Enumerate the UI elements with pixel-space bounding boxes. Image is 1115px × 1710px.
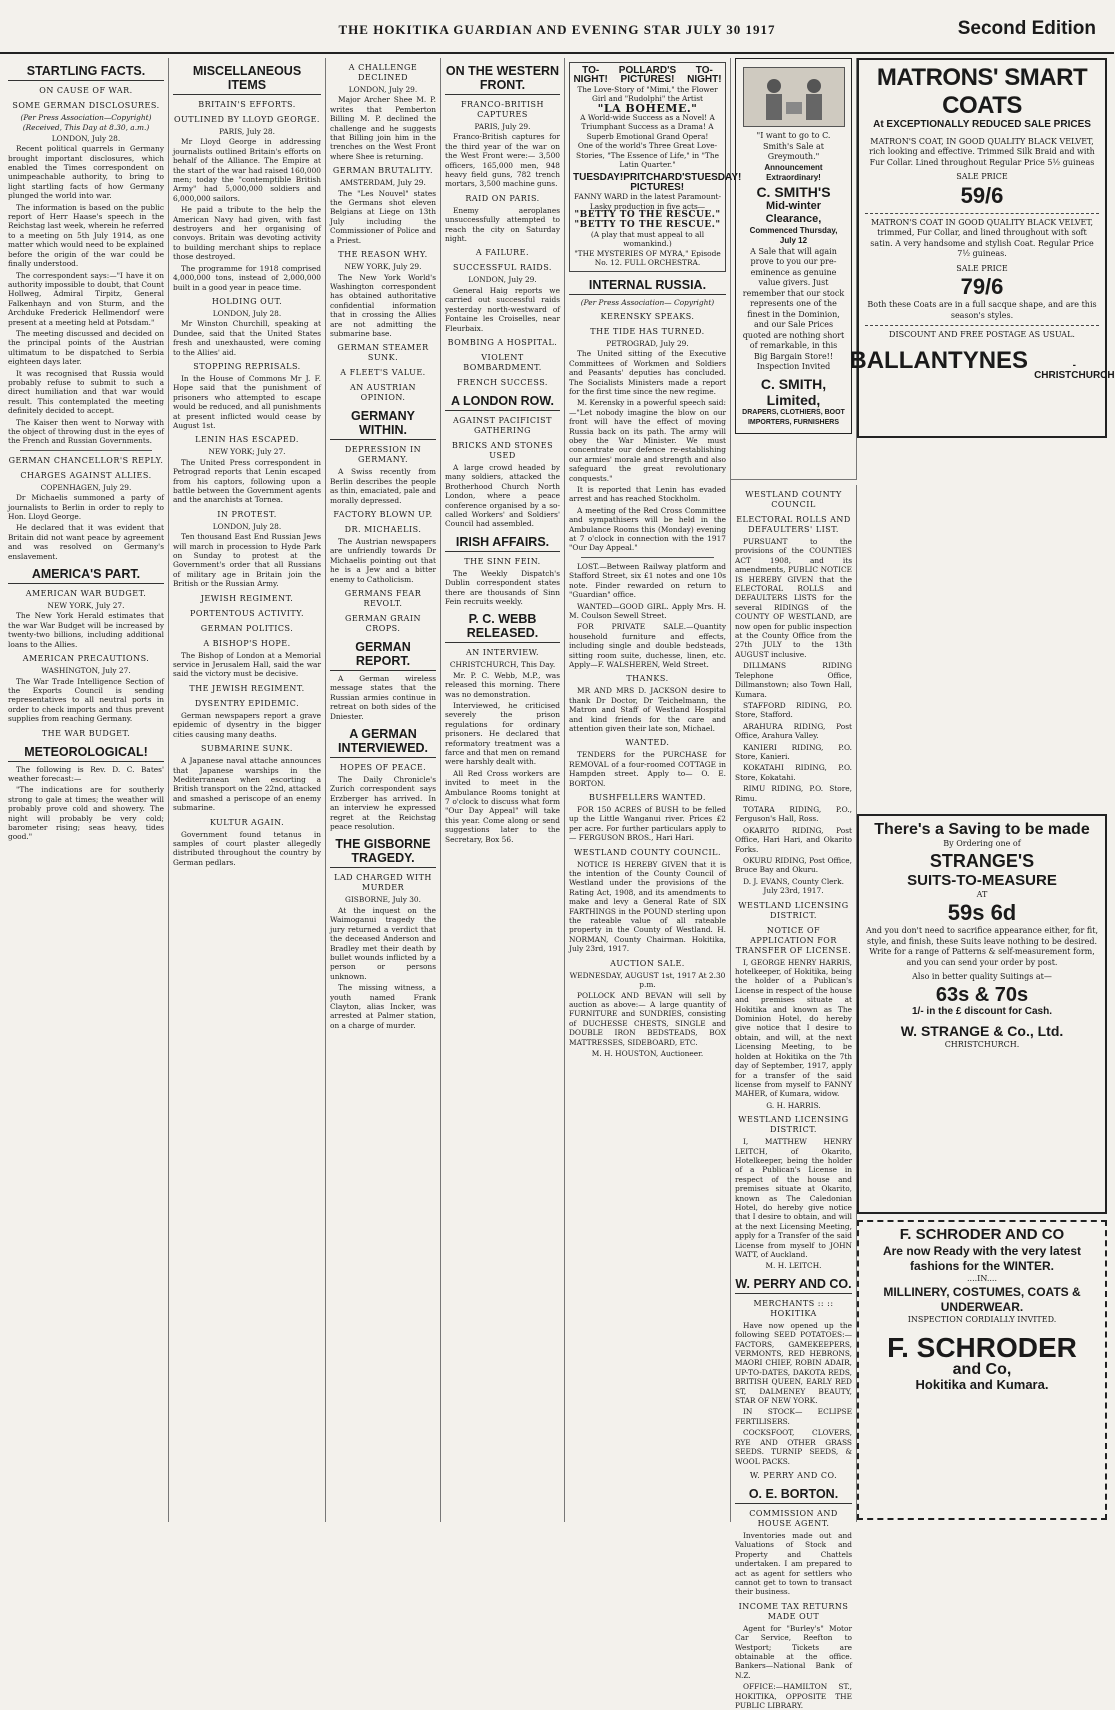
ad-note: Both these Coats are in a full sacque shape, and are this season's styles.	[867, 300, 1097, 320]
subhead: GERMAN BRUTALITY.	[332, 166, 434, 176]
dateline: LONDON, July 28.	[212, 308, 282, 318]
column-notices	[565, 58, 742, 1522]
paragraph: Recent political quarrels in Germany brought important disclosures, which enabled the Times correspondent on unimpeachable authority, to bring to light startling facts of how Germany plunged the world into war.	[8, 144, 164, 201]
ad-discount: DISCOUNT AND FREE POSTAGE AS USUAL.	[889, 330, 1075, 339]
subhead: LAD CHARGED WITH MURDER	[334, 873, 432, 893]
paragraph: Mr Winston Churchill, speaking at Dundee, said that the United States fresh and unexhausted, were coming to the Allies' aid.	[173, 319, 321, 357]
paragraph: Agent for "Burley's" Motor Car Service, Reefton to Westport; Tickets are obtainable at the office. Bankers—National Bank of N.Z.	[735, 1623, 852, 1680]
signature: D. J. EVANS, County Clerk. July 23rd, 1917.	[743, 876, 844, 896]
sale-price: 79/6	[960, 274, 1004, 299]
paper-title: THE HOKITIKA GUARDIAN AND EVENING STAR JULY 30 1917	[338, 22, 776, 37]
ad-city: CHRISTCHURCH.	[944, 1040, 1020, 1049]
ad-date: Commenced Thursday, July 12	[749, 225, 838, 245]
column-miscellaneous	[169, 58, 326, 1522]
paragraph: The Bishop of London at a Memorial service in Jerusalem Hall, said the war said the victory must be decisive.	[173, 650, 321, 679]
subhead: A FAILURE.	[475, 248, 530, 258]
paragraph: The United Press correspondent in Petrograd reports that Lenin escaped from his captors, following upon a battle between the Government agents and the anarchists at Tornea.	[173, 457, 321, 505]
theatre-line: FANNY WARD in the latest Paramount-Lasky production in five acts—	[574, 192, 721, 211]
paragraph: The following is Rev. D. C. Bates' weather forecast:—	[8, 764, 164, 783]
ad-product: SUITS-TO-MEASURE	[907, 871, 1057, 889]
ad-also: Also in better quality Suitings at—	[912, 972, 1052, 981]
ad-body: A Sale that will again prove to you our pre-eminence as genuine value givers. Just remember that our stock represents one of the finest in the Dominion, and our Sale Prices quoted are nothing short of remarkable, in this Big Bargain Store!! Inspection Invited	[742, 246, 845, 371]
paragraph: PURSUANT to the provisions of the COUNTIES ACT 1908, and its amendments, PUBLIC NOTICE IS HEREBY GIVEN that the ELECTORAL ROLLS and DEFAULTERS LISTS for the several RIDINGS of the COUNTY OF WESTLAND, are now open for public inspection at the County Office from the 27th JULY to the 13th AUGUST inclusive.	[735, 537, 852, 659]
paragraph: The New York World's Washington correspondent has obtained authoritative confidential information that in crossing the Allies are not admitting the submarine base.	[330, 272, 436, 338]
ad-towns: Hokitika and Kumara.	[915, 1376, 1049, 1392]
ad-name: F. SCHRODER	[887, 1332, 1077, 1363]
ad-at: AT	[976, 889, 988, 899]
ad-subtitle: At EXCEPTIONALLY REDUCED SALE PRICES	[873, 119, 1091, 130]
paragraph: Mr. P. C. Webb, M.P., was released this morning. There was no demonstration.	[445, 670, 560, 699]
masthead	[0, 0, 1114, 54]
column-legal-notices	[731, 485, 857, 1710]
subhead: OUTLINED BY LLOYD GEORGE.	[174, 115, 320, 124]
paragraph: The Daily Chronicle's Zurich correspondent says Erzberger has arrived. In an interview he expressed regret at the Reichstag peace resolution.	[330, 775, 436, 832]
sale-price-label: SALE PRICE	[956, 172, 1008, 181]
divider	[865, 213, 1099, 214]
tonight-label: TO-NIGHT!	[573, 65, 608, 86]
ad-caption: "I want to go to C. Smith's Sale at Greymouth."	[756, 131, 831, 161]
shoppers-illustration	[743, 67, 845, 127]
divider	[865, 325, 1099, 326]
subhead: THE TIDE HAS TURNED.	[590, 326, 705, 336]
sale-price-label: SALE PRICE	[956, 263, 1008, 273]
subhead: AMERICAN PRECAUTIONS.	[22, 654, 150, 664]
paragraph: The programme for 1918 comprised 4,000,000 tons, instead of 2,000,000 built in a good year in peace time.	[173, 263, 321, 292]
paragraph: A meeting of the Red Cross Committee and sympathisers will be held in the Ambulance Rooms this (Monday) evening at 7 o'clock in connection with the 1917 "Our Day Appeal."	[569, 505, 726, 553]
paragraph: Ten thousand East End Russian Jews will march in procession to Hyde Park on Sunday to protest at the Government's order that all Russians of military age in Britain join the British or the Russian Army.	[173, 532, 321, 589]
subhead: AN INTERVIEW.	[465, 648, 540, 658]
paragraph: The Weekly Dispatch's Dublin correspondent states there are thousands of Sinn Fein recruits weekly.	[445, 568, 560, 606]
dateline: WEDNESDAY, AUGUST 1st, 1917 At 2.30 p.m.	[569, 970, 726, 990]
strange-suits-ad	[857, 814, 1107, 1214]
paragraph: He declared that it was evident that Britain did not want peace by agreement and was resolved on Germany's enslavement.	[8, 523, 164, 561]
dateline: LONDON, July 29.	[468, 275, 537, 285]
paragraph: At the inquest on the Waimoganui tragedy the jury returned a verdict that the deceased Anderson and Bradley met their death by bullet wounds inflicted by a person or persons unknown.	[330, 905, 436, 981]
paragraph: A Japanese naval attache announces that Japanese warships in the Mediterranean when escorting a British transport on the 22nd, attacked and smashed a periscope of an enemy submarine.	[173, 756, 321, 813]
ad-item: MATRON'S COAT, IN GOOD QUALITY BLACK VELVET, rich looking and effective. Trimmed Silk Braid and with Fur Collar. Lined throughout Regular Price 5½ guineas	[869, 136, 1095, 167]
received-line: (Received, This Day at 8.30, a.m.)	[22, 123, 150, 133]
borton-title: O. E. BORTON.	[735, 1487, 852, 1504]
subhead: BOMBING A HOSPITAL.	[447, 337, 558, 347]
perry-title: W. PERRY AND CO.	[735, 1277, 852, 1294]
subhead: CHARGES AGAINST ALLIES.	[20, 470, 152, 480]
paragraph: MR AND MRS D. JACKSON desire to thank Dr Doctor, Dr Teichelmann, the Matron and Staff of Westland Hospital and kind friends for the care and attention given their late son, Michael.	[569, 686, 726, 733]
source-line: (Per Press Association—Copyright)	[20, 113, 152, 122]
paragraph: TENDERS for the PURCHASE for REMOVAL of a four-roomed COTTAGE in Hampden street. Apply to— O. E. BORTON.	[569, 750, 726, 788]
subhead: THANKS.	[626, 674, 669, 684]
dateline: COPENHAGEN, July 29.	[40, 482, 132, 492]
subhead: THE REASON WHY.	[338, 250, 428, 260]
paragraph: Dr Michaelis summoned a party of journalists to Berlin in order to reply to Hon. Lloyd George.	[8, 493, 164, 522]
feature-title: "BETTY TO THE RESCUE." "BETTY TO THE RESCUE."	[574, 210, 721, 230]
right-ads-column	[849, 58, 1115, 1522]
tuesday-label: TUESDAY!	[691, 172, 742, 184]
dateline: NEW YORK; July 27.	[208, 447, 286, 457]
subhead: KERENSKY SPEAKS.	[600, 311, 695, 321]
classified: LOST.—Between Railway platform and Stafford Street, six £1 notes and one 10s note. Finder rewarded on return to "Guardian" office.	[569, 561, 726, 600]
paragraph: A large crowd headed by many soldiers, attacked the Brotherhood Church North London, where a peace conference organised by a so-called Workers' and Soldiers' Council had assembled.	[445, 462, 560, 529]
paragraph: Enemy aeroplanes unsuccessfully attempted to reach the city on Saturday night.	[445, 205, 560, 244]
theatre-line: One of the world's Three Great Love-Stories, "The Essence of Life," in "The Latin Quarter."	[576, 141, 719, 170]
subhead: W. PERRY AND CO.	[749, 1470, 838, 1480]
ad-invite: INSPECTION CORDIALLY INVITED.	[907, 1314, 1057, 1324]
paragraph: "The indications are for southerly strong to gale at times; the weather will probably prove cold and showery. The night will probably be very cold; barometer rising; seas heavy, tides good."	[8, 785, 164, 842]
subhead: RAID ON PARIS.	[465, 193, 540, 203]
subhead: WANTED.	[625, 738, 670, 748]
smith-sale-ad	[735, 58, 852, 434]
paragraph: Mr Lloyd George in addressing journalists outlined Britain's efforts on behalf of the Alliance. The Empire at the start of the war had raised 160,000 men; today the "contemptible British Army" had 5,000,000 soldiers and 6,000,000 sailors.	[173, 137, 321, 203]
subhead: MERCHANTS :: :: HOKITIKA	[753, 1298, 834, 1318]
column-world-news	[326, 58, 441, 1522]
paragraph: OFFICE:—HAMILTON ST., HOKITIKA, OPPOSITE THE PUBLIC LIBRARY.	[735, 1682, 852, 1710]
ad-headline: Mid-winter Clearance,	[765, 199, 822, 225]
subhead: NOTICE OF APPLICATION FOR TRANSFER OF LICENSE.	[735, 925, 852, 955]
paragraph: Government found tetanus in samples of court plaster allegedly distributed throughout the country by German pedlars.	[173, 829, 321, 867]
subhead: STOPPING REPRISALS.	[193, 361, 301, 371]
subhead: DYSENTRY EPIDEMIC.	[194, 698, 300, 708]
subhead: INCOME TAX RETURNS MADE OUT	[738, 1601, 849, 1621]
dateline: GISBORNE, July 30.	[344, 895, 421, 905]
dateline: PARIS, July 28.	[219, 127, 275, 136]
paragraph: Major Archer Shee M. P. writes that Pemberton Billing M. P. declined the challenge and he suggests that Billing join him in the trenches on the West Front where Shee is returning.	[330, 95, 436, 161]
subhead: THE WAR BUDGET.	[41, 728, 131, 738]
paragraph: The Kaiser then went to Norway with the object of throwing dust in the eyes of the French and Russian Governments.	[8, 417, 164, 446]
paragraph: Franco-British captures for the third year of the war on the West Front were:— 3,500 officers, 165,000 men, 948 heavy field guns, 782 trench mortars, 3,500 machine guns.	[445, 132, 560, 189]
ad-announcement: Announcement Extraordinary!	[764, 162, 823, 182]
paragraph: I, GEORGE HENRY HARRIS, hotelkeeper, of Hokitika, being the holder of a Publican's License in respect of the house and premises situate at Hokitika and known as The Dominion Hotel, do hereby give notice that I desire to obtain, and will, at the next Licensing Meeting, to be holden at Hokitika on the 7th day of September, 1917, apply for a transfer of the said license from myself to FANNY MAHER, of Kumara, widow.	[735, 957, 852, 1099]
subhead: A CHALLENGE DECLINED	[348, 63, 418, 82]
ad-item: MATRON'S COAT IN GOOD QUALITY BLACK VELVET, trimmed, Fur Collar, and lined throughout with soft satin. A very handsome and stylish Coat. Regular Price 7½ guineas.	[870, 217, 1094, 258]
riding: OKURU RIDING, Post Office, Bruce Bay and Okuru.	[735, 856, 852, 875]
subhead: THE SINN FEIN.	[464, 556, 541, 566]
divider	[20, 450, 152, 451]
sale-price: 59/6	[960, 182, 1004, 208]
subhead: BRITAIN'S EFFORTS.	[198, 100, 296, 109]
matrons-coats-ad	[849, 58, 1115, 438]
subhead: COMMISSION AND HOUSE AGENT.	[749, 1508, 838, 1528]
subhead: ON CAUSE OF WAR.	[39, 86, 133, 95]
paragraph: It is reported that Lenin has evaded arrest and has reached Stockholm.	[569, 485, 726, 504]
divider	[581, 557, 714, 558]
brand-city: - CHRISTCHURCH	[1034, 359, 1115, 381]
subhead: GERMAN GRAIN CROPS.	[344, 614, 422, 633]
dateline: LONDON, July 28.	[51, 133, 121, 143]
dateline: LONDON, July 28.	[212, 521, 282, 531]
headline-meteorological: METEOROLOGICAL!	[8, 745, 164, 762]
subhead: WESTLAND LICENSING DISTRICT.	[738, 1115, 849, 1135]
dateline: CHRISTCHURCH, This Day.	[449, 660, 556, 670]
paragraph: POLLOCK AND BEVAN will sell by auction as above:— A large quantity of FURNITURE and SUNDRIES, consisting of DUCHESSE CHESTS, SINGLE and DOUBLE IRON BEDSTEADS, BOX MATTRESSES, SIDEBOARD, ETC.	[569, 990, 726, 1047]
classified: WANTED—GOOD GIRL. Apply Mrs. H. M. Coulson Sewell Street.	[569, 601, 726, 620]
subhead: ELECTORAL ROLLS AND DEFAULTERS' LIST.	[736, 515, 851, 534]
subhead: IN PROTEST.	[217, 509, 277, 519]
subhead: FRENCH SUCCESS.	[457, 377, 548, 387]
paragraph: M. Kerensky in a powerful speech said:—"Let nobody imagine the blow on our front will have the effect of moving Russia back on its path. The army will obey the War Minister. We must concentrate our defence re-establishing our armies' morale and strength and also safeguard the great revolutionary conquests."	[569, 398, 726, 483]
paragraph: The missing witness, a youth named Frank Clayton, alias Incker, was arrested at Palmer station, on a charge of murder.	[330, 983, 436, 1030]
theatre-line: (A play that must appeal to all womankind.)	[590, 229, 705, 249]
ad-and: and Co,	[952, 1361, 1012, 1378]
paragraph: He paid a tribute to the help the American Navy had given, with fast destroyers and her organising of convoys. Britain was devoting activity to building merchant ships to replace those destroyed.	[173, 205, 321, 262]
schroder-ad	[857, 1220, 1107, 1520]
signature: M. H. HOUSTON, Auctioneer.	[591, 1048, 704, 1058]
subhead: AMERICAN WAR BUDGET.	[25, 589, 147, 599]
classified: FOR PRIVATE SALE.—Quantity household furniture and effects, including single and double bedsteads, sitting room suite, duchesse, linen, etc. Apply—F. WALSHEREN, Weld Street.	[569, 622, 726, 669]
subhead: HOPES OF PEACE.	[339, 763, 427, 773]
theatre-line: A World-wide Success as a Novel! A Triumphant Success as a Drama! A Superb Emotional Grand Opera!	[580, 113, 715, 141]
paragraph: IN STOCK— ECLIPSE FERTILISERS.	[735, 1407, 852, 1426]
subhead: FACTORY BLOWN UP.	[333, 509, 433, 519]
ad-name: STRANGE'S	[929, 850, 1035, 871]
subhead: PORTENTOUS ACTIVITY.	[189, 608, 305, 618]
brand-name: BALLANTYNES	[849, 346, 1029, 374]
subhead: LENIN HAS ESCAPED.	[195, 435, 299, 445]
riding: KANIERI RIDING, P.O. Store, Kanieri.	[735, 742, 852, 761]
subhead: GERMAN POLITICS.	[200, 623, 294, 633]
subhead: DEPRESSION IN GERMANY.	[344, 445, 422, 465]
pollards-pictures-ad	[569, 62, 742, 272]
signature: M. H. LEITCH.	[765, 1261, 822, 1271]
riding: OKARITO RIDING, Post Office, Hari Hari, and Okarito Forks.	[735, 825, 852, 854]
subhead: AN AUSTRIAN OPINION.	[349, 383, 417, 403]
paragraph: Interviewed, he criticised severely the prison regulations for ordinary prisoners. He declared that reformatory treatment was a farce and that men on remand were harshly dealt with.	[445, 701, 560, 767]
subhead: BUSHFELLERS WANTED.	[589, 793, 706, 802]
headline-germany-within: GERMANY WITHIN.	[330, 409, 436, 440]
ad-body: And you don't need to sacrifice appearance either, for fit, style, and finish, these Suits leave nothing to be desired. Write for a range of Patterns & self-measurement form, and you can send your order by post.	[865, 926, 1099, 967]
paragraph: General Haig reports we carried out successful raids yesterday north-westward of Fontaine les Croiselles, near Fleurbaix.	[445, 285, 560, 333]
subhead: WESTLAND LICENSING DISTRICT.	[738, 900, 849, 920]
subhead: SOME GERMAN DISCLOSURES.	[12, 101, 160, 110]
paragraph: The United sitting of the Executive Committees of Workmen and Soldiers and Peasants' deputies has concluded. The Socialists Ministers made a report for the first time since the new regime.	[569, 349, 726, 396]
ad-trades: DRAPERS, CLOTHIERS, BOOT IMPORTERS, FURNISHERS	[742, 408, 845, 426]
paragraph: German newspapers report a grave epidemic of dysentry in the bigger cities causing many deaths.	[173, 710, 321, 739]
paragraph: A Swiss recently from Berlin describes the people as thin, emaciated, pale and morally depressed.	[330, 467, 436, 505]
tonight-label: TO-NIGHT!	[687, 65, 722, 86]
shoppers-illustration-svg	[744, 68, 844, 126]
paragraph: The meeting discussed and decided on the principal points of the Austrian ultimatum to be dispatched to Serbia eighteen days later.	[8, 328, 164, 367]
column-startling-facts	[4, 58, 169, 1522]
paragraph: The Austrian newspapers are unfriendly towards Dr Michaelis pointing out that he is a Jew and a bitter enemy to Catholicism.	[330, 536, 436, 584]
paragraph: Have now opened up the following SEED POTATOES:— FACTORS, GAMEKEEPERS, VERMONTS, RED HEBRONS, MAORI CHIEF, ROBIN ADAIR, UP-TO-DATES, DAKOTA REDS, BRITISH QUEEN, EARLY RED ST, DALMENEY BEAUTY, STAR OF NEW YORK.	[735, 1320, 852, 1406]
theatre-line: The Love-Story of "Mimi," the Flower Girl and "Rudolphi" the Artist	[577, 84, 718, 104]
paragraph: A German wireless message states that the Russian armies continue in retreat on both sides of the Dniester.	[330, 674, 436, 721]
paragraph: COCKSFOOT, CLOVERS, RYE AND OTHER GRASS SEEDS. TURNIP SEEDS, & WOOL PACKS.	[735, 1428, 852, 1466]
headline-internal-russia: INTERNAL RUSSIA.	[569, 278, 726, 295]
riding: ARAHURA RIDING, Post Office, Arahura Valley.	[735, 721, 852, 741]
riding: STAFFORD RIDING, P.O. Store, Stafford.	[735, 700, 852, 720]
subhead: GERMANS FEAR REVOLT.	[344, 589, 422, 608]
source-line: (Per Press Association— Copyright)	[580, 297, 715, 307]
subhead: A FLEET'S VALUE.	[340, 368, 426, 378]
riding: DILLMANS RIDING Telephone Office, Dillmanstown; also Town Hall, Kumara.	[735, 661, 852, 699]
subhead: KULTUR AGAIN.	[209, 817, 285, 827]
subhead: WESTLAND COUNTY COUNCIL.	[573, 847, 722, 857]
subhead: VIOLENT BOMBARDMENT.	[463, 352, 542, 372]
column-western-front	[441, 58, 565, 1522]
headline-miscellaneous-items: MISCELLANEOUS ITEMS	[173, 64, 321, 95]
riding: TOTARA RIDING, P.O., Ferguson's Hall, Ross.	[735, 804, 852, 824]
ad-firm: W. STRANGE & Co., Ltd.	[900, 1023, 1064, 1039]
ad-in: ....IN....	[967, 1274, 997, 1283]
ad-lines: MILLINERY, COSTUMES, COATS & UNDERWEAR.	[883, 1284, 1081, 1314]
paragraph: All Red Cross workers are invited to meet in the Ambulance Rooms tonight at 7 o'clock to discuss what form "Our Day Appeal" will take this year. Come along or send suggestions later to the Secretary, Box 56.	[445, 768, 560, 844]
paragraph: The War Trade Intelligence Section of the Exports Council is sending representatives to all neutral ports in order to check imports and thus prevent supplies from reaching Germany.	[8, 676, 164, 724]
subhead: AUCTION SALE.	[610, 958, 685, 968]
subhead: DR. MICHAELIS.	[344, 524, 422, 534]
paragraph: Inventories made out and Valuations of Stock and Property and Chattels undertaken. I am prepared to act as agent for settlers who cannot get to town to transact their business.	[735, 1530, 852, 1597]
ad-price2: 63s & 70s	[935, 983, 1029, 1006]
dateline: WASHINGTON, July 27.	[41, 666, 131, 676]
subhead: THE JEWISH REGIMENT.	[189, 683, 305, 693]
headline-startling-facts: STARTLING FACTS.	[8, 64, 164, 81]
feature-title: "LA BOHEME."	[597, 101, 698, 115]
paragraph: The "Les Nouvel" states the Germans shot eleven Belgians at Liege on 13th July including the Commissioner of Police and a Priest.	[330, 188, 436, 245]
dateline: PARIS, July 29.	[474, 122, 531, 131]
ad-price: 59s 6d	[947, 900, 1017, 925]
paragraph: The New York Herald estimates that the war War Budget will be increased by twenty-two billions, including additional loans to the Allies.	[8, 611, 164, 649]
dateline: NEW YORK, July 27.	[47, 601, 125, 611]
paragraph: NOTICE IS HEREBY GIVEN that it is the intention of the County Council of Westland under the provisions of the Rating Act, 1908, and its amendments to make and levy a General Rate of SIX FARTHINGS in the POUND sterling upon the rateable value of all rateable property in the County of Westland. H. NORMAN, County Chairman. Hokitika, July 23rd, 1917.	[569, 859, 726, 954]
paragraph: The information is based on the public report of Herr Haase's speech in the Reichstag last week, wherein he referred to a meeting on 5th July 1914, as one matter which would need to be explained before the origin of the war could be finally understood.	[8, 202, 164, 269]
dateline: PETROGRAD, July 29.	[606, 338, 689, 348]
ad-discount: 1/- in the £ discount for Cash.	[911, 1005, 1052, 1017]
headline-irish-affairs: IRISH AFFAIRS.	[445, 535, 560, 552]
subhead: WESTLAND COUNTY COUNCIL	[745, 490, 842, 509]
dateline: AMSTERDAM, July 29.	[340, 178, 426, 188]
subhead: BRICKS AND STONES USED	[451, 440, 554, 460]
ad-top: F. SCHRODER AND CO	[899, 1226, 1065, 1243]
subhead: SUBMARINE SUNK.	[201, 744, 293, 754]
riding: RIMU RIDING, P.O. Store, Rimu.	[735, 784, 852, 803]
ad-title: MATRONS' SMART COATS	[876, 64, 1088, 119]
edition-label: Second Edition	[957, 18, 1096, 39]
headline-gisborne-tragedy: THE GISBORNE TRAGEDY.	[330, 837, 436, 868]
ad-ready: Are now Ready with the very latest fashions for the WINTER.	[882, 1244, 1082, 1273]
subhead: GERMAN STEAMER SUNK.	[337, 343, 429, 363]
subhead: AGAINST PACIFICIST GATHERING	[453, 415, 552, 435]
ad-firm: C. SMITH, Limited,	[760, 375, 827, 408]
subhead: JEWISH REGIMENT.	[200, 593, 294, 603]
headline-london-row: A LONDON ROW.	[445, 394, 560, 411]
subhead: A BISHOP'S HOPE.	[203, 638, 291, 648]
headline-western-front: ON THE WESTERN FRONT.	[445, 64, 560, 95]
subhead: SUCCESSFUL RAIDS.	[453, 263, 552, 273]
riding: KOKATAHI RIDING, P.O. Store, Kokatahi.	[735, 763, 852, 782]
dateline: NEW YORK, July 29.	[344, 262, 422, 272]
signature: G. H. HARRIS.	[766, 1100, 821, 1110]
paragraph: It was recognised that Russia would probably refuse to submit to such a direct humiliation and that war would result. This contemplated the meeting definitely decided to accept.	[8, 368, 164, 416]
paragraph: The correspondent says:—"I have it on authority impossible to doubt, that Count Hollweg, Admiral Tirpitz, General Falkenhayn and von Sturm, and the Archduke Frederick Hellmendorf were present at a meeting held at Potsdam."	[8, 270, 164, 327]
theatre-title: PRITCHARD'S PICTURES!	[623, 172, 692, 193]
subhead: GERMAN CHANCELLOR'S REPLY.	[8, 455, 164, 465]
paragraph: In the House of Commons Mr J. F. Hope said that the punishment of prisoners who attempted to escape would be reduced, and all punishments at present inflicted would cease by August 1st.	[173, 373, 321, 430]
theatre-line: "THE MYSTERIES OF MYRA," Episode No. 12. FULL ORCHESTRA.	[574, 248, 721, 268]
tuesday-label: TUESDAY!	[573, 172, 624, 184]
ad-headline: There's a Saving to be made	[874, 821, 1090, 838]
subhead: HOLDING OUT.	[211, 296, 283, 306]
paragraph: I, MATTHEW HENRY LEITCH, of Okarito, Hotelkeeper, being the holder of a Publican's License in respect of the house and premises situate at Okarito, known as The Caledonian Hotel, do hereby give notice that I desire to obtain, and will at the next Licensing Meeting, apply for a Transfer of the said License from myself to JOHN WATT, of Auckland.	[735, 1137, 852, 1259]
spacer	[857, 444, 1107, 464]
ad-by: By Ordering one of	[943, 839, 1021, 848]
headline-german-interviewed: A GERMAN INTERVIEWED.	[330, 727, 436, 758]
headline-german-report: GERMAN REPORT.	[330, 640, 436, 671]
ad-name: C. SMITH'S	[756, 183, 831, 200]
dateline: LONDON, July 29.	[348, 85, 418, 94]
headline-webb-released: P. C. WEBB RELEASED.	[445, 612, 560, 643]
headline-americas-part: AMERICA'S PART.	[8, 567, 164, 584]
subhead: FRANCO-BRITISH CAPTURES	[460, 100, 545, 119]
paragraph: FOR 150 ACRES of BUSH to be felled up the Little Wanganui river. Prices £2 per acre. For further particulars apply to— FERGUSON BROS., Hari Hari.	[569, 805, 726, 843]
column-top-notices	[731, 58, 857, 480]
theatre-title: POLLARD'S PICTURES!	[618, 65, 677, 86]
